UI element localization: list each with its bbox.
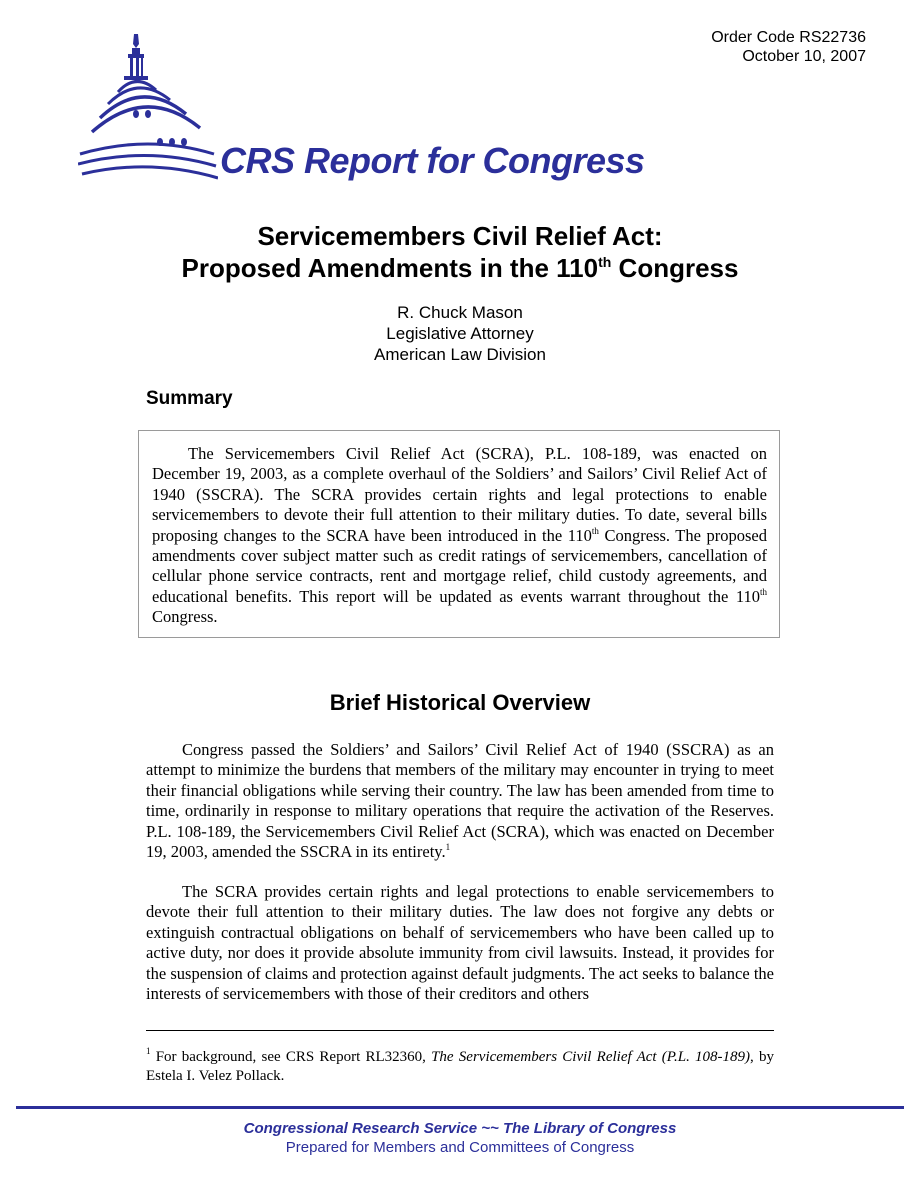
summary-box — [138, 430, 780, 638]
footnote: $^1$ For background, see CRS Report RL32360, The Servicemembers Civil Relief Act (P.L. 108-189), by Estela I. Velez Pollack. — [146, 1046, 775, 1084]
ornament-icon: ~~ — [481, 1120, 499, 1137]
footer-line-2: Prepared for Members and Committees of Congress — [285, 1139, 635, 1156]
capitol-dome-icon — [78, 30, 218, 185]
report-title — [0, 220, 920, 284]
order-code: Order Code RS22736 — [711, 29, 866, 46]
author-block — [0, 302, 920, 365]
order-code-block — [711, 28, 866, 66]
title-line-2: Proposed Amendments in the 110th Congress — [181, 253, 739, 283]
footnote-divider — [146, 1030, 774, 1031]
brand-title: CRS Report for Congress — [220, 140, 645, 181]
body-paragraph-1: Congress passed the Soldiers’ and Sailors’ Civil Relief Act of 1940 (SSCRA) as an attempt to minimize the burdens that members of the military may encounter in trying to meet their financial obligations while serving their country. The law has been amended from time to time, ordinarily in response to military operations that require the activation of the Reserves. P.L. 108-189, the Servicemembers Civil Relief Act (SCRA), which was enacted on December 19, 2003, amended the SSCRA in its entirety.$^1$ — [146, 740, 774, 862]
author-name: R. Chuck Mason — [397, 303, 523, 322]
title-line-1: Servicemembers Civil Relief Act: — [257, 221, 663, 251]
section-heading: Brief Historical Overview — [329, 690, 591, 715]
report-date: October 10, 2007 — [742, 48, 866, 65]
author-division: American Law Division — [374, 345, 546, 364]
footer-divider — [16, 1106, 904, 1109]
summary-heading: Summary — [146, 388, 233, 409]
summary-text: The Servicemembers Civil Relief Act (SCRA), P.L. 108-189, was enacted on December 19, 2003, as a complete overhaul of the Soldiers’ and Sailors’ Civil Relief Act of 1940 (SSCRA). The SCRA provides certain rights and legal protections to enable servicemembers to devote their full attention to their military duties. To date, several bills proposing changes to the SCRA have been introduced in the 110th Congress. The proposed amendments cover subject matter such as credit ratings of servicemembers, cancellation of cellular phone service contracts, rent and mortgage relief, child custody agreements, and educational benefits. This report will be updated as events warrant throughout the 110th Congress. — [152, 444, 768, 627]
body-paragraph-2: The SCRA provides certain rights and legal protections to enable servicemembers to devote their full attention to their military duties. The law does not forgive any debts or extinguish contractual obligations on behalf of servicemembers who have been called up to active duty, nor does it provide absolute immunity from civil lawsuits. Instead, it provides for the suspension of claims and protection against default judgments. The act seeks to balance the interests of servicemembers with those of their creditors and others — [146, 882, 774, 1004]
author-role: Legislative Attorney — [386, 324, 534, 343]
footnote-ref[interactable]: 1 — [445, 842, 451, 853]
footer-line-1: Congressional Research Service ~~ The Library of Congress — [243, 1120, 677, 1137]
